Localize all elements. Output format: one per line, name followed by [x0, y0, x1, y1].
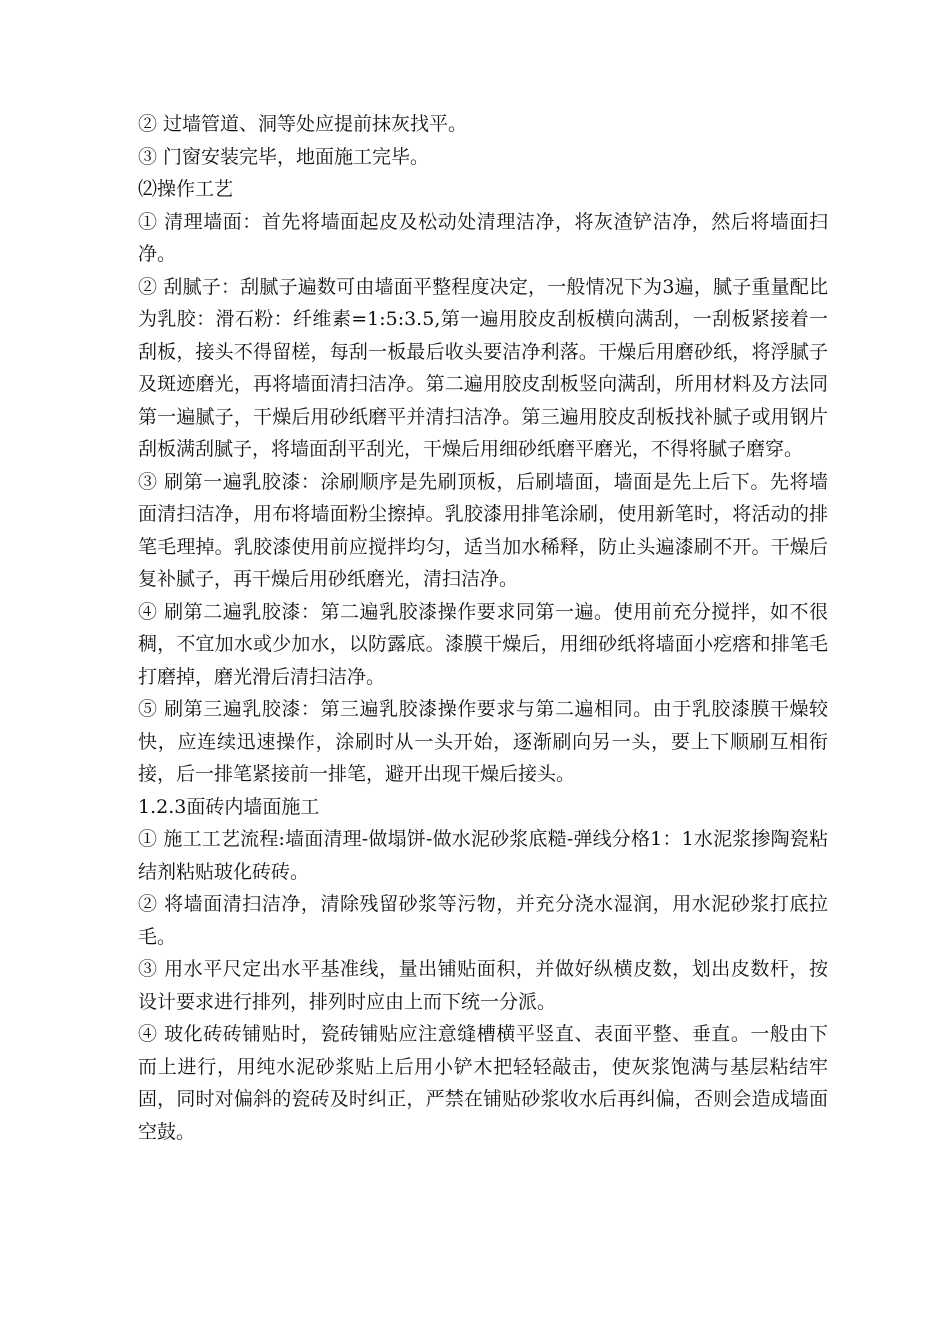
paragraph-tile-laying: ④ 玻化砖砖铺贴时，瓷砖铺贴应注意缝槽横平竖直、表面平整、垂直。一般由下而上进行，用纯水泥砂浆贴上后用小铲木把轻轻敲击，使灰浆饱满与基层粘结牢固，同时对偏斜的瓷砖及时纠正，严禁在铺贴砂浆收水后再纠偏，否则会造成墙面空鼓。	[138, 1023, 828, 1143]
paragraph-first-coat: ③ 刷第一遍乳胶漆：涂刷顺序是先刷顶板，后刷墙面，墙面是先上后下。先将墙面清扫洁净，用布将墙面粉尘擦掉。乳胶漆用排笔涂刷，使用新笔时，将活动的排笔毛理掉。乳胶漆使用前应搅拌均匀，适当加水稀释，防止头遍漆刷不开。干燥后复补腻子，再干燥后用砂纸磨光，清扫洁净。	[138, 470, 828, 590]
section-heading-tile-wall: 1.2.3面砖内墙面施工	[138, 795, 320, 818]
paragraph-doors-windows: ③ 门窗安装完毕，地面施工完毕。	[138, 145, 430, 168]
paragraph-putty: ② 刮腻子：刮腻子遍数可由墙面平整程度决定，一般情况下为3遍，腻子重量配比为乳胶：滑石粉：纤维素=1:5:3.5,第一遍用胶皮刮板横向满刮，一刮板紧接着一刮板，接头不得留槎，每刮一板最后收头要洁净利落。干燥后用磨砂纸，将浮腻子及斑迹磨光，再将墙面清扫洁净。第二遍用胶皮刮板竖向满刮，所用材料及方法同第一遍腻子，干燥后用砂纸磨平并清扫洁净。第三遍用胶皮刮板找补腻子或用钢片刮板满刮腻子，将墙面刮平刮光，干燥后用细砂纸磨平磨光，不得将腻子磨穿。	[138, 275, 828, 460]
paragraph-third-coat: ⑤ 刷第三遍乳胶漆：第三遍乳胶漆操作要求与第二遍相同。由于乳胶漆膜干燥较快，应连续迅速操作，涂刷时从一头开始，逐渐刷向另一头，要上下顺刷互相衔接，后一排笔紧接前一排笔，避开出现干燥后接头。	[138, 698, 828, 785]
paragraph-second-coat: ④ 刷第二遍乳胶漆：第二遍乳胶漆操作要求同第一遍。使用前充分搅拌，如不很稠，不宜加水或少加水，以防露底。漆膜干燥后，用细砂纸将墙面小疙瘩和排笔毛打磨掉，磨光滑后清扫洁净。	[138, 600, 828, 688]
document-body	[138, 108, 828, 1148]
paragraph-tile-process: ① 施工工艺流程:墙面清理-做塌饼-做水泥砂浆底糙-弹线分格1：1水泥浆掺陶瓷粘结剂粘贴玻化砖砖。	[138, 828, 828, 883]
paragraph-clean-wall: ① 清理墙面：首先将墙面起皮及松动处清理洁净，将灰渣铲洁净，然后将墙面扫净。	[138, 210, 828, 265]
paragraph-tile-level: ③ 用水平尺定出水平基准线，量出铺贴面积，并做好纵横皮数，划出皮数杆，按设计要求进行排列，排列时应由上而下统一分派。	[138, 958, 828, 1013]
section-heading-operation: ⑵操作工艺	[138, 178, 234, 200]
paragraph-pipe-holes: ② 过墙管道、洞等处应提前抹灰找平。	[138, 113, 468, 135]
paragraph-tile-clean: ② 将墙面清扫洁净，清除残留砂浆等污物，并充分浇水湿润，用水泥砂浆打底拉毛。	[138, 893, 828, 948]
